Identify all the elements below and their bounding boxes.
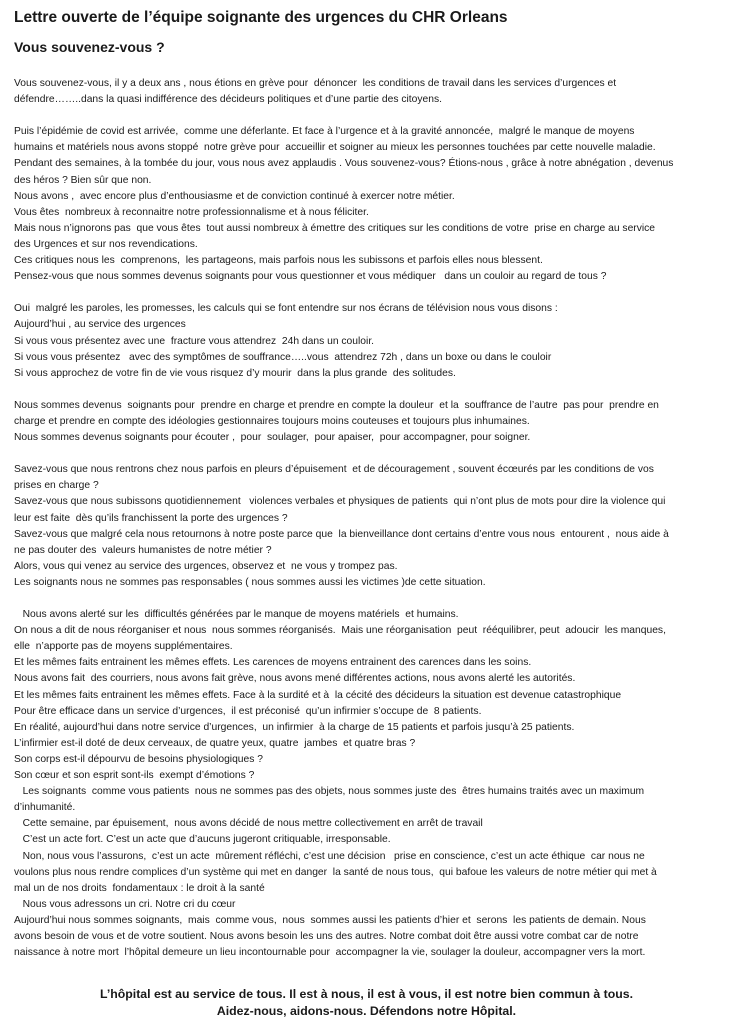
text-line: leur est faite dès qu’ils franchissent la porte des urgences ? xyxy=(14,512,288,524)
paragraph xyxy=(14,124,726,285)
text-line: Ces critiques nous les comprenons, les partageons, mais parfois nous les subissons et parfois elles nous blessent. xyxy=(14,255,543,267)
text-line: Puis l’épidémie de covid est arrivée, comme une déferlante. Et face à l’urgence et à la gravité annoncée, malgré le manque de moyens xyxy=(14,126,635,138)
text-line: des héros ? Bien sûr que non. xyxy=(14,174,152,186)
paragraph xyxy=(14,76,726,108)
text-line: humains et matériels nous avons stoppé notre grève pour accueillir et soigner au mieux les personnes touchées par cette nouvelle maladie. xyxy=(14,142,656,154)
paragraph xyxy=(14,607,726,961)
text-line: Les soignants comme vous patients nous ne sommes pas des objets, nous sommes juste des êtres humains traités avec un maximum xyxy=(14,786,645,798)
text-line: Mais nous n’ignorons pas que vous êtes tout aussi nombreux à émettre des critiques sur les conditions de votre prise en charge au service xyxy=(14,222,656,234)
text-line: voulons plus nous rendre complices d’un système qui met en danger la santé de nous tous, qui bafoue les valeurs de notre métier qui met à xyxy=(14,866,657,878)
text-line: Oui malgré les paroles, les promesses, les calculs qui se font entendre sur nos écrans de télévision nous vous disons : xyxy=(14,303,558,315)
text-line: Nous avons alerté sur les difficultés générées par le manque de moyens matériels et humains. xyxy=(14,609,459,621)
text-line: Cette semaine, par épuisement, nous avons décidé de nous mettre collectivement en arrêt de travail xyxy=(14,818,483,830)
text-line: Les soignants nous ne sommes pas responsables ( nous sommes aussi les victimes )de cette situation. xyxy=(14,576,486,588)
paragraph xyxy=(14,301,726,381)
text-line: Nous avons fait des courriers, nous avons fait grève, nous avons mené différentes actions, nous avons alerté les autorités. xyxy=(14,673,576,685)
footer-line: Aidez-nous, aidons-nous. Défendons notre Hôpital. xyxy=(216,1004,517,1018)
text-line: Savez-vous que nous rentrons chez nous parfois en pleurs d’épuisement et de découragement , souvent écœurés par les conditions de vos xyxy=(14,464,654,476)
paragraph-gap xyxy=(14,382,726,398)
text-line: Et les mêmes faits entrainent les mêmes effets. Les carences de moyens entrainent des carences dans les soins. xyxy=(14,657,532,669)
text-line: Pensez-vous que nous sommes devenus soignants pour vous questionner et vous médiquer dans un couloir au regard de tous ? xyxy=(14,271,607,283)
text-line: prises en charge ? xyxy=(14,480,99,492)
text-line: Pendant des semaines, à la tombée du jour, vous nous avez applaudis . Vous souvenez-vous? Étions-nous , grâce à notre abnégation , devenus xyxy=(14,158,674,170)
text-line: Vous êtes nombreux à reconnaitre notre professionnalisme et à nous féliciter. xyxy=(14,206,369,218)
text-line: elle n’apporte pas de moyens supplémentaires. xyxy=(14,641,233,653)
text-line: naissance à notre mort l’hôpital demeure un lieu incontournable pour accompagner la vie, soulager la douleur, accompagner vers la mort. xyxy=(14,947,646,959)
text-line: Si vous vous présentez avec une fracture vous attendrez 24h dans un couloir. xyxy=(14,335,375,347)
text-line: Nous sommes devenus soignants pour prendre en charge et prendre en compte la douleur et la souffrance de l’autre pas pour prendre en xyxy=(14,399,659,411)
text-line: Non, nous vous l’assurons, c’est un acte mûrement réfléchi, c’est une décision prise en conscience, c’est un acte éthique car nous ne xyxy=(14,850,645,862)
text-line: Savez-vous que nous subissons quotidiennement violences verbales et physiques de patients qui n’ont plus de mots pour dire la violence qui xyxy=(14,496,666,508)
text-line: ne pas douter des valeurs humanistes de notre métier ? xyxy=(14,544,272,556)
paragraph-gap xyxy=(14,446,726,462)
paragraph-gap xyxy=(14,108,726,124)
text-line: Son cœur et son esprit sont-ils exempt d’émotions ? xyxy=(14,770,255,782)
text-line: des Urgences et sur nos revendications. xyxy=(14,238,198,250)
text-line: On nous a dit de nous réorganiser et nous nous sommes réorganisés. Mais une réorganisation peut rééquilibrer, peut adoucir les manques, xyxy=(14,625,666,637)
text-line: Pour être efficace dans un service d’urgences, il est préconisé qu’un infirmier s’occupe de 8 patients. xyxy=(14,705,482,717)
paragraph-gap xyxy=(14,591,726,607)
text-line: défendre……..dans la quasi indifférence des décideurs politiques et d’une partie des citoyens. xyxy=(14,94,442,106)
text-line: Si vous approchez de votre fin de vie vous risquez d’y mourir dans la plus grande des solitudes. xyxy=(14,367,456,379)
paragraph xyxy=(14,398,726,446)
text-line: L’infirmier est-il doté de deux cerveaux, de quatre yeux, quatre jambes et quatre bras ? xyxy=(14,737,416,749)
text-line: avons besoin de vous et de votre soutient. Nous avons besoin les uns des autres. Notre combat doit être aussi votre combat car de notre xyxy=(14,930,639,942)
text-line: C’est un acte fort. C’est un acte que d’aucuns jugeront critiquable, irresponsable. xyxy=(14,834,391,846)
text-line: Et les mêmes faits entrainent les mêmes effets. Face à la surdité et à la cécité des décideurs la situation est devenue catastrophique xyxy=(14,689,622,701)
text-line: charge et prendre en compte des idéologies gestionnaires toujours moins couteuses et toujours plus inhumaines. xyxy=(14,415,530,427)
text-line: d’inhumanité. xyxy=(14,802,76,814)
letter-subtitle: Vous souvenez-vous ? xyxy=(14,39,165,55)
footer-line: L’hôpital est au service de tous. Il est à nous, il est à vous, il est notre bien commun à tous. xyxy=(100,987,633,1001)
letter-body xyxy=(14,76,726,961)
text-line: Son corps est-il dépourvu de besoins physiologiques ? xyxy=(14,753,263,765)
text-line: Nous sommes devenus soignants pour écouter , pour soulager, pour apaiser, pour accompagner, pour soigner. xyxy=(14,432,531,444)
text-line: Si vous vous présentez avec des symptômes de souffrance…..vous attendrez 72h , dans un boxe ou dans le couloir xyxy=(14,351,552,363)
letter-footer xyxy=(0,986,733,1020)
text-line: mal un de nos droits fondamentaux : le droit à la santé xyxy=(14,882,265,894)
letter-page xyxy=(14,8,726,961)
text-line: Aujourd’hui , au service des urgences xyxy=(14,319,186,331)
text-line: Nous vous adressons un cri. Notre cri du cœur xyxy=(14,898,236,910)
text-line: Alors, vous qui venez au service des urgences, observez et ne vous y trompez pas. xyxy=(14,560,398,572)
text-line: En réalité, aujourd’hui dans notre service d’urgences, un infirmier à la charge de 15 patients et parfois jusqu’à 25 patients. xyxy=(14,721,575,733)
text-line: Nous avons , avec encore plus d’enthousiasme et de conviction continué à exercer notre métier. xyxy=(14,190,455,202)
paragraph-gap xyxy=(14,285,726,301)
paragraph xyxy=(14,462,726,591)
letter-title: Lettre ouverte de l’équipe soignante des urgences du CHR Orleans xyxy=(14,9,508,26)
text-line: Savez-vous que malgré cela nous retournons à notre poste parce que la bienveillance dont certains d’entre vous nous entourent , nous aide à xyxy=(14,528,669,540)
text-line: Aujourd’hui nous sommes soignants, mais comme vous, nous sommes aussi les patients d’hier et serons les patients de demain. Nous xyxy=(14,914,646,926)
text-line: Vous souvenez-vous, il y a deux ans , nous étions en grève pour dénoncer les conditions de travail dans les services d’urgences et xyxy=(14,78,617,89)
